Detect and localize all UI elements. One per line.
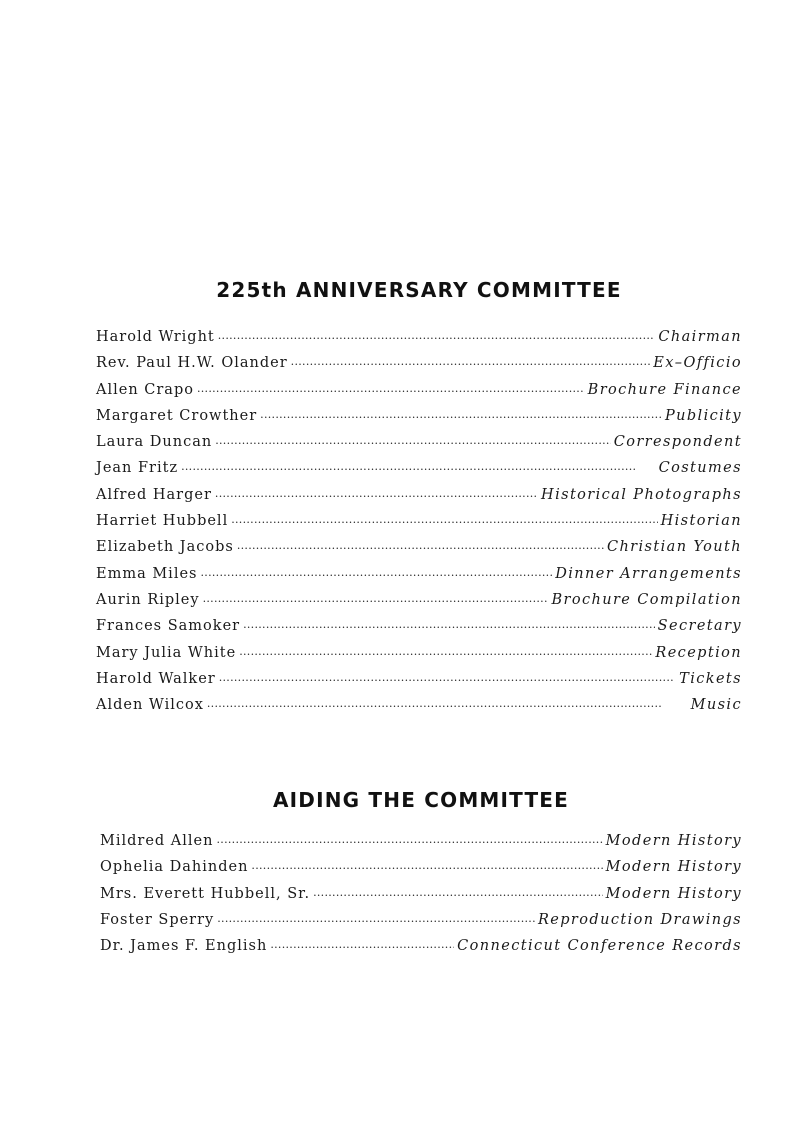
dot-leader xyxy=(207,695,688,711)
member-name: Allen Crapo xyxy=(96,381,194,398)
member-name: Aurin Ripley xyxy=(96,591,200,608)
member-role: Brochure Finance xyxy=(587,381,742,398)
committee-member-row xyxy=(96,539,742,565)
member-name: Mildred Allen xyxy=(100,833,214,849)
member-name: Harriet Hubbell xyxy=(96,513,229,530)
aiding-committee-title: AIDING THE COMMITTEE xyxy=(272,788,570,812)
committee-member-list xyxy=(96,329,742,723)
member-name: Laura Duncan xyxy=(96,434,213,451)
dot-leader xyxy=(291,353,651,369)
committee-member-row xyxy=(96,671,742,697)
member-name: Mary Julia White xyxy=(96,644,237,661)
member-role: Christian Youth xyxy=(606,539,742,556)
committee-member-row xyxy=(96,434,742,460)
member-role: Modern History xyxy=(605,833,742,849)
member-role: Reception xyxy=(655,644,742,661)
committee-member-row xyxy=(96,513,742,539)
committee-member-row xyxy=(96,566,742,592)
dot-leader xyxy=(219,669,676,685)
member-name: Jean Fritz xyxy=(96,460,179,477)
member-role: Publicity xyxy=(664,407,742,424)
committee-member-row xyxy=(96,460,742,486)
member-name: Elizabeth Jacobs xyxy=(96,539,234,556)
member-name: Harold Walker xyxy=(96,670,216,687)
member-name: Alfred Harger xyxy=(96,486,212,503)
member-role: Chairman xyxy=(658,329,742,345)
dot-leader xyxy=(215,432,610,448)
dot-leader xyxy=(215,485,538,501)
aiding-member-row xyxy=(100,912,742,938)
dot-leader xyxy=(181,458,656,474)
member-name: Ophelia Dahinden xyxy=(100,859,249,876)
member-name: Mrs. Everett Hubbell, Sr. xyxy=(100,885,311,902)
member-role: Modern History xyxy=(605,885,742,902)
member-role: Secretary xyxy=(657,618,742,635)
member-role: Tickets xyxy=(679,670,742,687)
member-name: Rev. Paul H.W. Olander xyxy=(96,355,288,372)
dot-leader xyxy=(251,857,602,873)
member-name: Alden Wilcox xyxy=(96,697,204,714)
committee-member-row xyxy=(96,382,742,408)
committee-member-row xyxy=(96,697,742,723)
dot-leader xyxy=(270,936,454,952)
committee-member-row xyxy=(96,487,742,513)
dot-leader xyxy=(200,564,552,580)
member-name: Harold Wright xyxy=(96,329,215,345)
member-name: Emma Miles xyxy=(96,565,198,582)
committee-member-row xyxy=(96,618,742,644)
dot-leader xyxy=(217,910,535,926)
dot-leader xyxy=(231,511,657,527)
member-role: Connecticut Conference Records xyxy=(457,938,742,955)
member-role: Historian xyxy=(660,513,742,530)
dot-leader xyxy=(243,616,655,632)
aiding-member-list xyxy=(100,833,742,964)
aiding-member-row xyxy=(100,833,742,859)
aiding-member-row xyxy=(100,938,742,964)
member-role: Dinner Arrangements xyxy=(555,565,742,582)
member-role: Historical Photographs xyxy=(541,486,742,503)
aiding-member-row xyxy=(100,886,742,912)
member-role: Music xyxy=(690,697,742,714)
dot-leader xyxy=(313,884,603,900)
member-role: Reproduction Drawings xyxy=(537,911,742,928)
member-role: Correspondent xyxy=(613,434,742,451)
dot-leader xyxy=(216,831,602,847)
dot-leader xyxy=(218,327,656,343)
committee-member-row xyxy=(96,592,742,618)
committee-member-row xyxy=(96,355,742,381)
aiding-member-row xyxy=(100,859,742,885)
member-name: Margaret Crowther xyxy=(96,407,258,424)
member-name: Frances Samoker xyxy=(96,618,241,635)
anniversary-committee-title: 225th ANNIVERSARY COMMITTEE xyxy=(216,278,622,302)
committee-member-row xyxy=(96,329,742,355)
member-name: Foster Sperry xyxy=(100,911,215,928)
member-role: Brochure Compilation xyxy=(551,591,742,608)
anniversary-committee-section xyxy=(96,278,742,723)
aiding-committee-section xyxy=(100,788,742,964)
committee-member-row xyxy=(96,408,742,434)
dot-leader xyxy=(237,537,604,553)
member-role: Ex–Officio xyxy=(653,355,742,372)
dot-leader xyxy=(239,643,652,659)
dot-leader xyxy=(260,406,662,422)
committee-member-row xyxy=(96,645,742,671)
dot-leader xyxy=(203,590,549,606)
member-name: Dr. James F. English xyxy=(100,938,268,955)
member-role: Costumes xyxy=(658,460,742,477)
dot-leader xyxy=(197,380,585,396)
member-role: Modern History xyxy=(605,859,742,876)
